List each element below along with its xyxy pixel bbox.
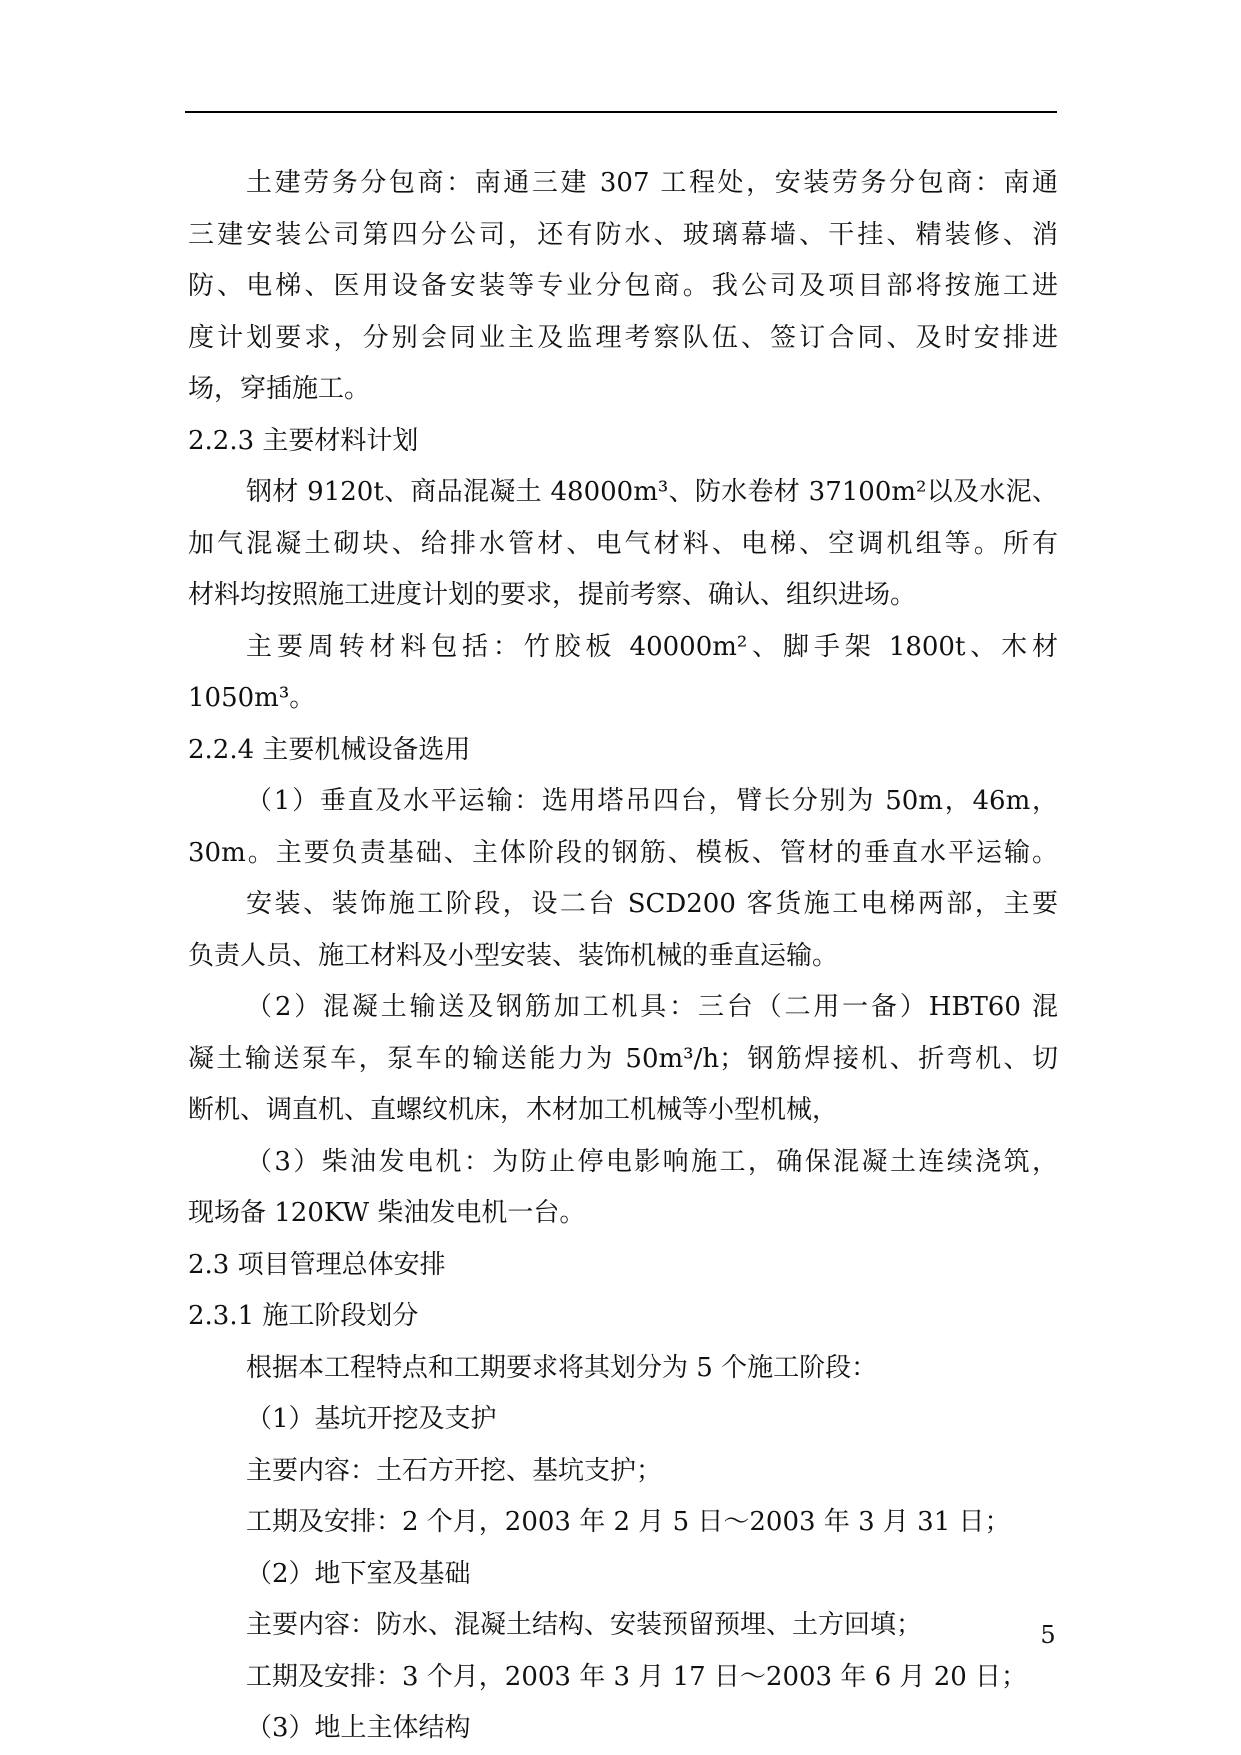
- text-line: 场，穿插施工。: [188, 374, 371, 404]
- text-line: 防、电梯、医用设备安装等专业分包商。我公司及项目部将按施工进: [188, 271, 1058, 301]
- page-number: 5: [1040, 1621, 1056, 1649]
- section-heading: 2.3 项目管理总体安排: [188, 1249, 446, 1280]
- text-line: 30m。主要负责基础、主体阶段的钢筋、模板、管材的垂直水平运输。: [188, 837, 1058, 868]
- header-rule: [185, 111, 1057, 113]
- text-line: 安装、装饰施工阶段，设二台 SCD200 客货施工电梯两部，主要: [246, 889, 1058, 919]
- text-line: （1）垂直及水平运输：选用塔吊四台，臂长分别为 50m，46m，: [246, 786, 1058, 816]
- text-line: （3）柴油发电机：为防止停电影响施工，确保混凝土连续浇筑，: [246, 1146, 1058, 1177]
- text-line: 主要内容：防水、混凝土结构、安装预留预埋、土方回填；: [246, 1610, 923, 1640]
- text-line: 根据本工程特点和工期要求将其划分为 5 个施工阶段：: [246, 1352, 878, 1383]
- text-line: 钢材 9120t、商品混凝土 48000m³、防水卷材 37100m²以及水泥、: [246, 477, 1058, 507]
- document-body: [188, 158, 1058, 1755]
- text-line: 土建劳务分包商：南通三建 307 工程处，安装劳务分包商：南通: [246, 168, 1058, 198]
- text-line: （1）基坑开挖及支护: [246, 1404, 497, 1434]
- text-line: 三建安装公司第四分公司，还有防水、玻璃幕墙、干挂、精装修、消: [188, 219, 1058, 250]
- text-line: 材料均按照施工进度计划的要求，提前考察、确认、组织进场。: [188, 580, 917, 610]
- text-line: 凝土输送泵车，泵车的输送能力为 50m³/h；钢筋焊接机、折弯机、切: [188, 1043, 1058, 1074]
- text-line: （3）地上主体结构: [246, 1713, 471, 1743]
- section-heading: 2.2.4 主要机械设备选用: [188, 734, 471, 765]
- text-line: 工期及安排：3 个月，2003 年 3 月 17 日～2003 年 6 月 20 日；: [246, 1661, 1028, 1692]
- text-line: 主要周转材料包括：竹胶板 40000m²、脚手架 1800t、木材: [246, 631, 1058, 662]
- text-line: 度计划要求，分别会同业主及监理考察队伍、签订合同、及时安排进: [188, 322, 1058, 353]
- text-line: 断机、调直机、直螺纹机床，木材加工机械等小型机械，: [188, 1095, 839, 1125]
- text-line: 工期及安排：2 个月，2003 年 2 月 5 日～2003 年 3 月 31 日；: [246, 1507, 1011, 1537]
- text-line: （2）混凝土输送及钢筋加工机具：三台（二用一备）HBT60 混: [246, 992, 1058, 1022]
- text-line: 加气混凝土砌块、给排水管材、电气材料、电梯、空调机组等。所有: [188, 528, 1058, 559]
- text-line: 1050m³。: [188, 683, 316, 713]
- text-line: 主要内容：土石方开挖、基坑支护；: [246, 1455, 663, 1486]
- text-line: （2）地下室及基础: [246, 1558, 471, 1589]
- section-heading: 2.2.3 主要材料计划: [188, 425, 419, 456]
- text-line: 负责人员、施工材料及小型安装、装饰机械的垂直运输。: [188, 940, 839, 971]
- text-line: 现场备 120KW 柴油发电机一台。: [188, 1198, 586, 1228]
- section-heading: 2.3.1 施工阶段划分: [188, 1301, 419, 1331]
